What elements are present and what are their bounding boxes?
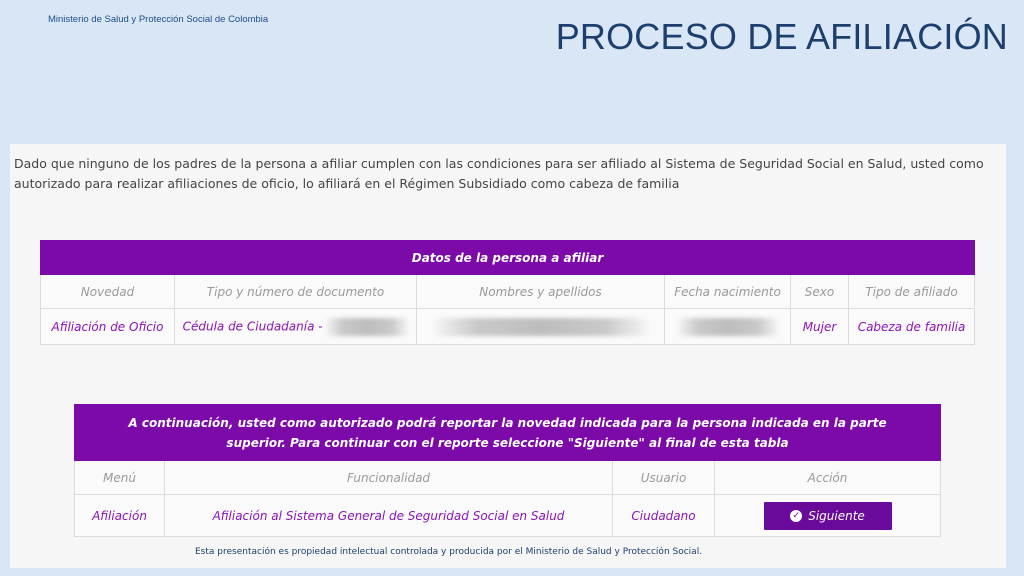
col-header-funcionalidad: Funcionalidad — [165, 461, 613, 495]
redacted-birthdate — [678, 318, 778, 336]
ministry-label: Ministerio de Salud y Protección Social de Colombia — [48, 14, 269, 25]
cell-sexo: Mujer — [791, 309, 849, 345]
col-header-fecha: Fecha nacimiento — [665, 275, 791, 309]
cell-menu: Afiliación — [75, 495, 165, 537]
col-header-nombres: Nombres y apellidos — [417, 275, 665, 309]
cell-usuario: Ciudadano — [613, 495, 715, 537]
footer-note: Esta presentación es propiedad intelectual controlada y producida por el Ministerio de Salud y Protección Social. — [195, 547, 703, 557]
cell-accion — [715, 495, 941, 537]
cell-documento — [175, 309, 417, 345]
cell-tipo-afiliado: Cabeza de familia — [849, 309, 975, 345]
siguiente-button-label: Siguiente — [808, 508, 865, 523]
redacted-document-number — [326, 318, 408, 336]
documento-type: Cédula de Ciudadanía - — [182, 319, 323, 333]
col-header-tipo-afiliado: Tipo de afiliado — [849, 275, 975, 309]
col-header-documento: Tipo y número de documento — [175, 275, 417, 309]
action-table-title: A continuación, usted como autorizado podrá reportar la novedad indicada para la persona indicada en la parte superior. Para continuar con el reporte seleccione "Siguiente" al final de esta tabla — [75, 405, 941, 461]
redacted-name — [435, 318, 647, 336]
siguiente-button[interactable] — [764, 502, 892, 530]
intro-text: Dado que ninguno de los padres de la persona a afiliar cumplen con las condiciones para ser afiliado al Sistema de Seguridad Social en Salud, usted como autorizado para realizar afiliaciones de oficio, lo afiliará en el Régimen Subsidiado como cabeza de familia — [14, 156, 984, 191]
cell-funcionalidad: Afiliación al Sistema General de Seguridad Social en Salud — [165, 495, 613, 537]
col-header-sexo: Sexo — [791, 275, 849, 309]
cell-nombres — [417, 309, 665, 345]
person-table — [40, 240, 975, 345]
col-header-novedad: Novedad — [41, 275, 175, 309]
col-header-menu: Menú — [75, 461, 165, 495]
cell-novedad: Afiliación de Oficio — [41, 309, 175, 345]
cell-fecha — [665, 309, 791, 345]
col-header-accion: Acción — [715, 461, 941, 495]
person-table-title: Datos de la persona a afiliar — [41, 241, 975, 275]
check-circle-icon: ✓ — [790, 510, 802, 522]
slide-title: PROCESO DE AFILIACIÓN — [555, 16, 1008, 57]
col-header-usuario: Usuario — [613, 461, 715, 495]
action-table — [74, 404, 941, 537]
screenshot-panel — [10, 144, 1006, 568]
